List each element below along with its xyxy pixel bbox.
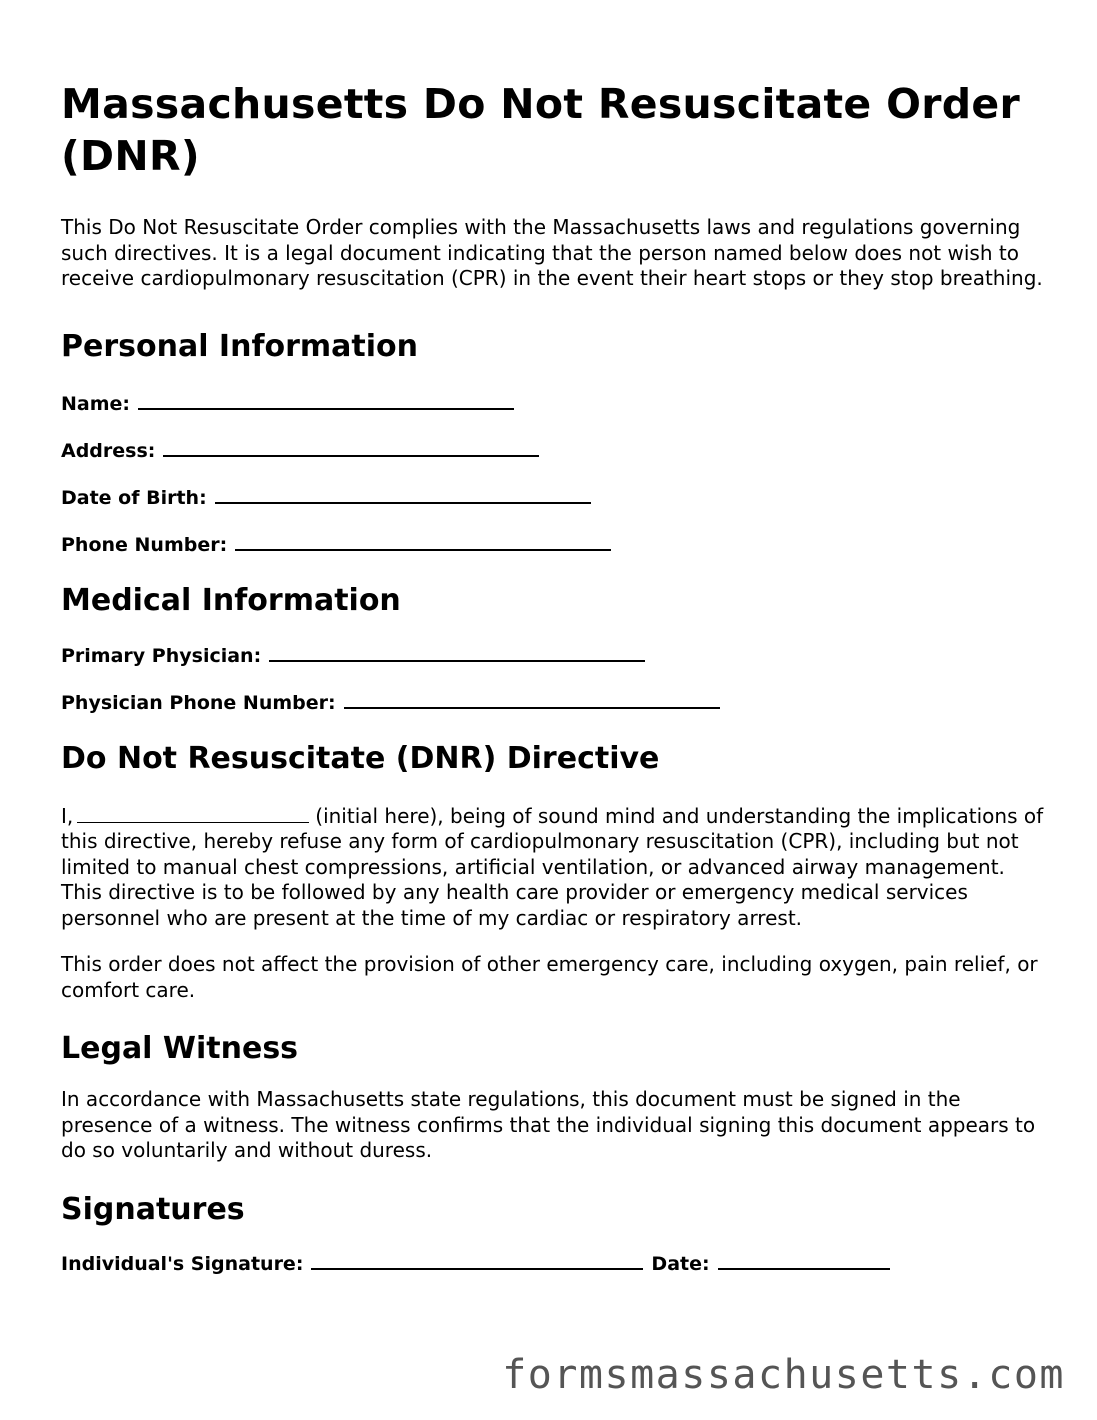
individual-signature-blank[interactable] bbox=[311, 1252, 643, 1270]
individual-signature-label: Individual's Signature: bbox=[61, 1252, 304, 1275]
address-label: Address: bbox=[61, 439, 156, 462]
name-field bbox=[61, 392, 1051, 416]
physician-phone-blank[interactable] bbox=[344, 691, 720, 709]
directive-paragraph bbox=[61, 804, 1051, 932]
physician-phone-label: Physician Phone Number: bbox=[61, 691, 336, 714]
signatures-heading: Signatures bbox=[61, 1191, 245, 1227]
date-label: Date: bbox=[651, 1252, 710, 1275]
medical-info-heading: Medical Information bbox=[61, 582, 401, 618]
document-page bbox=[61, 78, 1051, 1276]
directive-prefix: I, bbox=[61, 803, 74, 828]
physician-label: Primary Physician: bbox=[61, 644, 262, 667]
physician-phone-field bbox=[61, 691, 1051, 715]
date-blank[interactable] bbox=[718, 1252, 890, 1270]
intro-paragraph: This Do Not Resuscitate Order complies with the Massachusetts laws and regulations governing such directives. It is a legal document indicating that the person named below does not wish to receive cardiopulmonary resuscitation (CPR) in the event their heart stops or they stop breathing. bbox=[61, 215, 1043, 290]
dob-label: Date of Birth: bbox=[61, 486, 207, 509]
legal-witness-heading: Legal Witness bbox=[61, 1031, 299, 1066]
name-blank[interactable] bbox=[138, 392, 514, 410]
name-label: Name: bbox=[61, 392, 131, 415]
physician-field bbox=[61, 644, 1051, 668]
signature-line bbox=[61, 1252, 1051, 1276]
watermark-logo: formsmassachusetts.com bbox=[502, 1352, 1065, 1398]
personal-info-heading: Personal Information bbox=[61, 328, 418, 364]
phone-blank[interactable] bbox=[235, 533, 611, 551]
witness-paragraph: In accordance with Massachusetts state regulations, this document must be signed in the presence of a witness. The witness confirms that the individual signing this document appears to do so voluntarily and without duress. bbox=[61, 1087, 1036, 1162]
phone-field bbox=[61, 533, 1051, 557]
document-title: Massachusetts Do Not Resuscitate Order (DNR) bbox=[61, 80, 1021, 180]
address-field bbox=[61, 439, 1051, 463]
directive-body: (initial here), being of sound mind and understanding the implications of this directive, hereby refuse any form of cardiopulmonary resuscitation (CPR), including but not limited to manual chest compressions, artificial ventilation, or advanced airway management. This directive is to be followed by any health care provider or emergency medical services personnel who are present at the time of my cardiac or respiratory arrest. bbox=[61, 803, 1044, 930]
directive-note: This order does not affect the provision of other emergency care, including oxygen, pain relief, or comfort care. bbox=[61, 952, 1038, 1002]
dob-field bbox=[61, 486, 1051, 510]
dnr-directive-heading: Do Not Resuscitate (DNR) Directive bbox=[61, 740, 660, 776]
physician-blank[interactable] bbox=[269, 644, 645, 662]
address-blank[interactable] bbox=[163, 439, 539, 457]
phone-label: Phone Number: bbox=[61, 533, 228, 556]
dob-blank[interactable] bbox=[215, 486, 591, 504]
initials-blank[interactable] bbox=[77, 805, 309, 823]
